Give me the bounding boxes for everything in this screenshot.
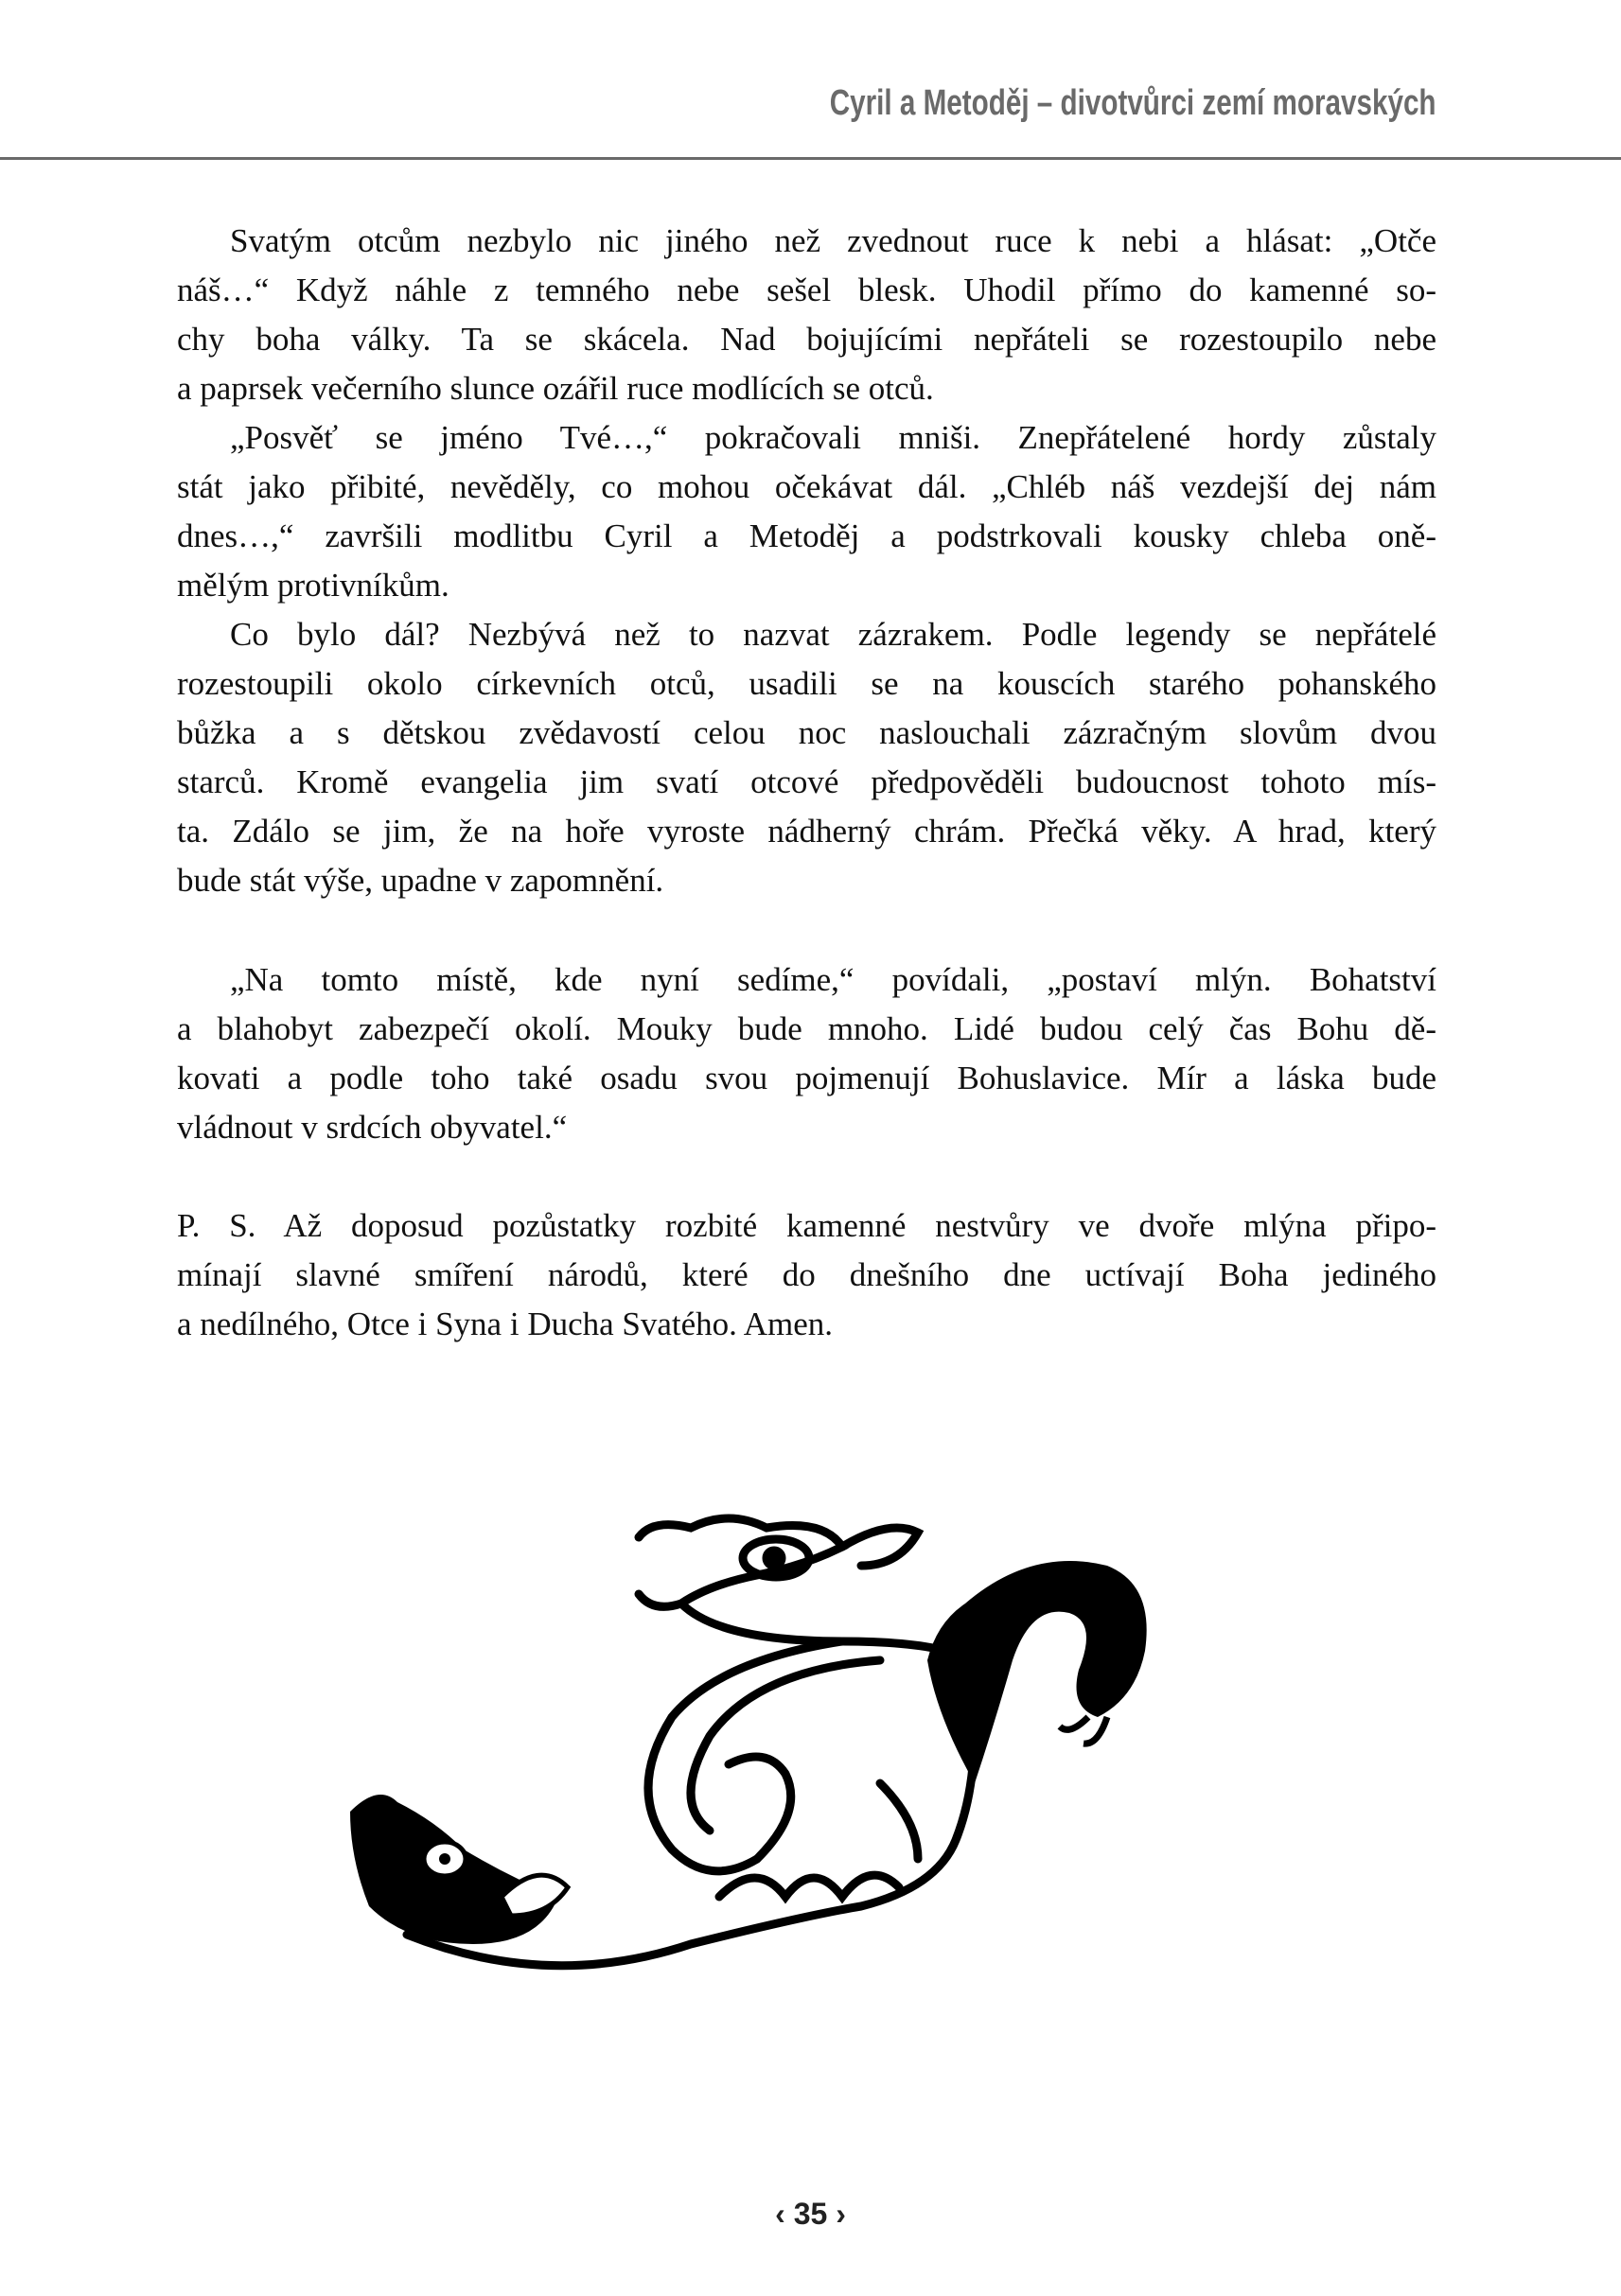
text-line: bude stát výše, upadne v zapomnění.	[177, 862, 664, 899]
text-line: chy boha války. Ta se skácela. Nad bojujícími nepřáteli se rozestoupilo nebe	[177, 321, 1436, 358]
text-line: bůžka a s dětskou zvědavostí celou noc naslouchali zázračným slovům dvou	[177, 714, 1436, 751]
text-line: Svatým otcům nezbylo nic jiného než zvednout ruce k nebi a hlásat: „Otče	[230, 222, 1436, 259]
text-line: „Posvěť se jméno Tvé…,“ pokračovali mniši. Znepřátelené hordy zůstaly	[230, 419, 1436, 456]
body-block-ps	[177, 1201, 1436, 1349]
body-block-1	[177, 217, 1436, 905]
text-line: a blahobyt zabezpečí okolí. Mouky bude mnoho. Lidé budou celý čas Bohu dě-	[177, 1010, 1436, 1047]
text-line: rozestoupili okolo církevních otců, usadili se na kouscích starého pohanského	[177, 665, 1436, 702]
dragon-illustration	[312, 1499, 1296, 2048]
text-line: náš…“ Když náhle z temného nebe sešel blesk. Uhodil přímo do kamenné so-	[177, 272, 1436, 308]
text-line: a paprsek večerního slunce ozářil ruce modlících se otců.	[177, 370, 934, 407]
text-line: mínají slavné smíření národů, které do dnešního dne uctívají Boha jediného	[177, 1256, 1436, 1293]
running-title: Cyril a Metoděj – divotvůrci zemí moravských	[830, 83, 1436, 123]
text-line: mělým protivníkům.	[177, 567, 449, 604]
text-line: ta. Zdálo se jim, že na hoře vyroste nádherný chrám. Přečká věky. A hrad, který	[177, 813, 1436, 850]
text-line: kovati a podle toho také osadu svou pojmenují Bohuslavice. Mír a láska bude	[177, 1060, 1436, 1096]
text-line: P. S. Až doposud pozůstatky rozbité kamenné nestvůry ve dvoře mlýna připo-	[177, 1207, 1436, 1244]
text-line: stát jako přibité, nevěděly, co mohou očekávat dál. „Chléb náš vezdejší dej nám	[177, 468, 1436, 505]
text-line: a nedílného, Otce i Syna i Ducha Svatého. Amen.	[177, 1306, 834, 1342]
text-line: Co bylo dál? Nezbývá než to nazvat zázrakem. Podle legendy se nepřátelé	[230, 616, 1436, 653]
text-line: dnes…,“ završili modlitbu Cyril a Metoděj a podstrkovali kousky chleba oně-	[177, 517, 1436, 554]
text-line: vládnout v srdcích obyvatel.“	[177, 1109, 568, 1146]
text-line: starců. Kromě evangelia jim svatí otcové předpověděli budoucnost tohoto mís-	[177, 763, 1436, 800]
text-line: „Na tomto místě, kde nyní sedíme,“ povídali, „postaví mlýn. Bohatství	[230, 961, 1436, 998]
header-rule	[0, 157, 1621, 160]
body-block-2	[177, 955, 1436, 1152]
page-number: ‹ 35 ›	[775, 2197, 846, 2231]
